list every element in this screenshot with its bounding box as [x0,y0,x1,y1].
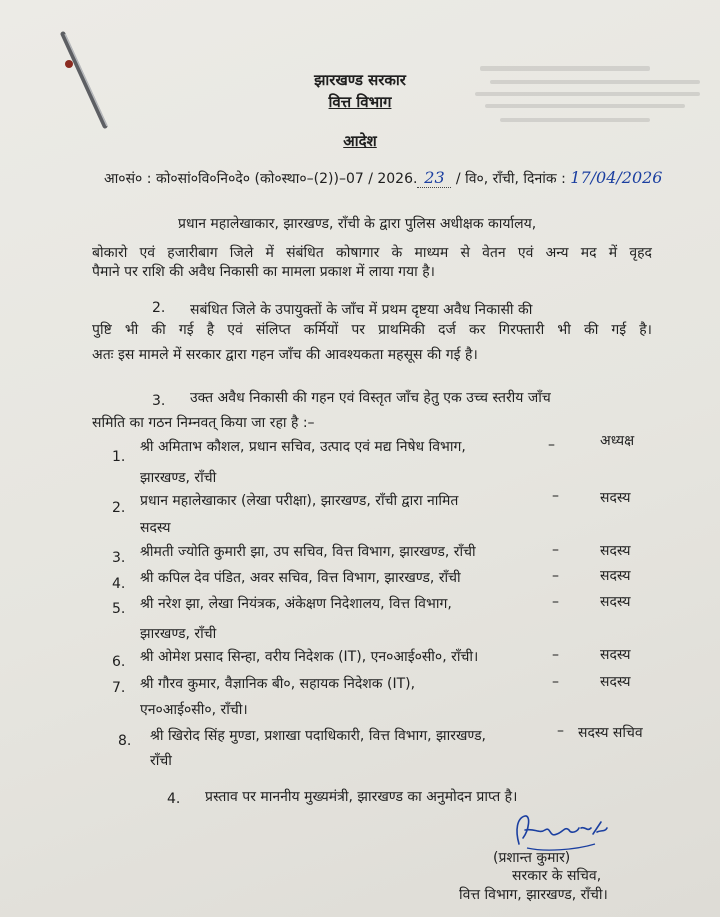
member-details-cont: झारखण्ड, राँची [140,470,217,486]
member-role: सदस्य [600,543,631,559]
member-details: श्री गौरव कुमार, वैज्ञानिक बी०, सहायक निदेशक (IT), [140,676,416,692]
member-dash: – [552,488,559,504]
member-details: प्रधान महालेखाकार (लेखा परीक्षा), झारखण्ड, राँची द्वारा नामित [140,493,459,509]
member-number: 1. [112,449,126,465]
para3-line2: समिति का गठन निम्नवत् किया जा रहा है :– [92,415,315,431]
para2-line3: अतः इस मामले में सरकार द्वारा गहन जाँच की आवश्यकता महसूस की गई है। [92,347,478,363]
member-role: सदस्य सचिव [578,725,643,741]
para2-line1: सबंधित जिले के उपायुक्तों के जाँच में प्रथम दृष्टया अवैध निकासी की [190,302,533,318]
member-dash: – [552,647,559,663]
member-number: 2. [112,500,126,516]
member-role: सदस्य [600,674,631,690]
para1-line2: बोकारो एवं हजारीबाग जिले में संबंधित कोषागार के माध्यम से वेतन एवं अन्य मद में वृहद [92,245,652,261]
approval-text: प्रस्ताव पर माननीय मुख्यमंत्री, झारखण्ड का अनुमोदन प्राप्त है। [205,789,518,805]
signatory-designation: सरकार के सचिव, [512,868,602,884]
member-details: श्रीमती ज्योति कुमारी झा, उप सचिव, वित्त विभाग, झारखण्ड, राँची [140,544,476,560]
member-details: श्री ओमेश प्रसाद सिन्हा, वरीय निदेशक (IT), एन०आई०सी०, राँची। [140,649,479,665]
reference-line [104,168,662,188]
member-dash: – [552,674,559,690]
member-role: अध्यक्ष [600,433,635,449]
member-role: सदस्य [600,490,631,506]
member-role: सदस्य [600,568,631,584]
member-role: सदस्य [600,647,631,663]
signatory-name: (प्रशान्त कुमार) [493,850,571,866]
reference-number: 23 [417,168,451,188]
order-title: आदेश [343,132,377,150]
member-number: 7. [112,680,126,696]
approval-number: 4. [167,791,181,807]
para2-number: 2. [152,300,166,316]
member-details: श्री खिरोद सिंह मुण्डा, प्रशाखा पदाधिकारी, वित्त विभाग, झारखण्ड, [150,728,487,744]
member-number: 8. [118,733,132,749]
member-number: 3. [112,550,126,566]
member-number: 4. [112,576,126,592]
member-number: 6. [112,654,126,670]
member-details-cont: राँची [150,753,172,769]
reference-date: 17/04/2026 [570,168,663,187]
para3-line1: उक्त अवैध निकासी की गहन एवं विस्तृत जाँच हेतु एक उच्च स्तरीय जाँच [190,390,551,406]
member-details: श्री अमिताभ कौशल, प्रधान सचिव, उत्पाद एवं मद्य निषेध विभाग, [140,439,466,455]
member-dash: – [552,542,559,558]
member-role: सदस्य [600,594,631,610]
member-dash: – [552,594,559,610]
member-dash: – [552,568,559,584]
para1-line1: प्रधान महालेखाकार, झारखण्ड, राँची के द्वारा पुलिस अधीक्षक कार्यालय, [178,216,537,232]
department-heading: वित्त विभाग [328,93,392,111]
member-details: श्री नरेश झा, लेखा नियंत्रक, अंकेक्षण निदेशालय, वित्त विभाग, [140,596,452,612]
para3-number: 3. [152,393,166,409]
reference-prefix: आ०सं० : को०सां०वि०नि०दे० (को०स्था०–(2))–07 / 2026. [104,171,418,187]
signatory-office: वित्त विभाग, झारखण्ड, राँची। [459,887,608,903]
member-details: श्री कपिल देव पंडित, अवर सचिव, वित्त विभाग, झारखण्ड, राँची [140,570,461,586]
member-details-cont: झारखण्ड, राँची [140,626,217,642]
reference-middle: / वि०, राँची, दिनांक : [455,171,566,187]
member-number: 5. [112,601,126,617]
member-dash: – [557,723,564,739]
para1-line3: पैमाने पर राशि की अवैध निकासी का मामला प्रकाश में लाया गया है। [92,264,435,280]
para2-line2: पुष्टि भी की गई है एवं संलिप्त कर्मियों पर प्राथमिकी दर्ज कर गिरफ्तारी भी की गई है। [92,322,652,338]
member-details-cont: एन०आई०सी०, राँची। [140,702,248,718]
government-heading: झारखण्ड सरकार [314,71,406,89]
member-dash: – [548,437,555,453]
member-details-cont: सदस्य [140,520,171,536]
